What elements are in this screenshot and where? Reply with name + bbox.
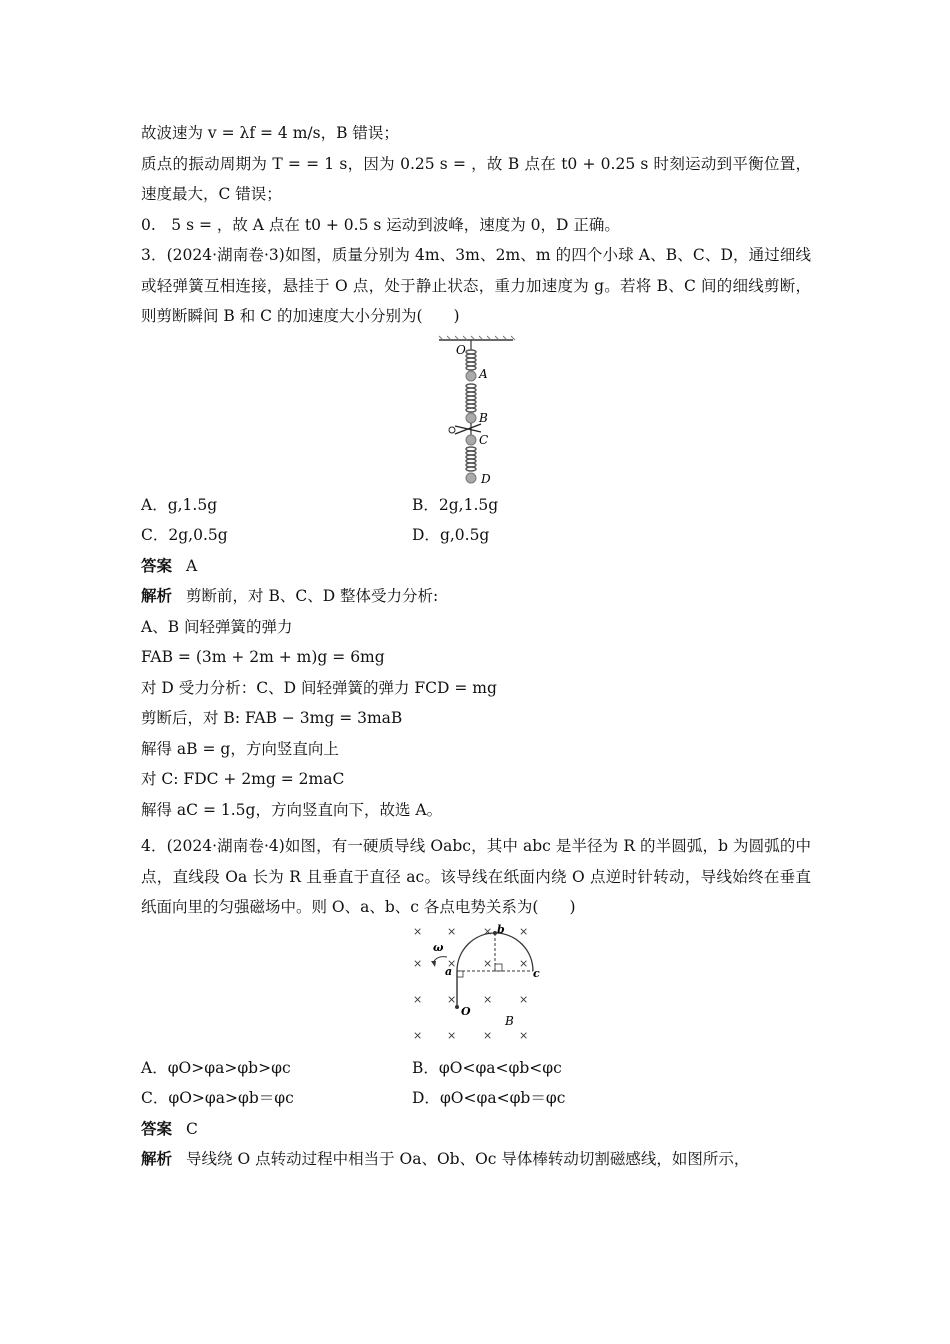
label-C: C	[479, 432, 489, 447]
svg-text:×: ×	[519, 1028, 529, 1042]
svg-text:×: ×	[447, 924, 457, 938]
q3-analysis-line-5: 剪断后，对 B: FAB − 3mg = 3maB	[141, 709, 403, 727]
label-B: B	[479, 410, 488, 425]
q3-options-row-1	[141, 490, 811, 521]
svg-text:×: ×	[447, 1028, 457, 1042]
q3-analysis-line-1: 解析 剪断前，对 B、C、D 整体受力分析:	[141, 586, 439, 605]
q3-analysis-line-3: FAB = (3m + 2m + m)g = 6mg	[141, 648, 385, 666]
q3-option-c: C．2g,0.5g	[141, 526, 228, 544]
svg-text:×: ×	[519, 956, 529, 970]
q4-options-row-2	[141, 1083, 811, 1114]
spring-ball-figure	[437, 336, 517, 486]
svg-text:×: ×	[413, 992, 423, 1006]
scissors-icon	[449, 424, 481, 434]
svg-text:×: ×	[519, 992, 529, 1006]
question-3-stem: 3．(2024·湖南卷·3)如图，质量分别为 4m、3m、2m、m 的四个小球 A、B、C、D，通过细线或轻弹簧互相连接，悬挂于 O 点，处于静止状态，重力加速度为 g。若将 B、C 间的细线剪断，则剪断瞬间 B 和 C 的加速度大小分别为( )	[141, 246, 811, 325]
q3-analysis-line-4: 对 D 受力分析：C、D 间轻弹簧的弹力 FCD = mg	[141, 678, 497, 697]
q4-option-b: B．φO<φa<φb<φc	[412, 1058, 562, 1077]
svg-text:×: ×	[413, 924, 423, 938]
q4-option-a: A．φO>φa>φb>φc	[141, 1058, 291, 1077]
label-B-field: B	[505, 1013, 514, 1028]
q4-option-d: D．φO<φa<φb＝φc	[412, 1089, 566, 1107]
q3-option-a: A．g,1.5g	[141, 495, 218, 514]
label-O: O	[461, 1004, 471, 1018]
label-A: A	[479, 366, 488, 381]
q3-analysis-line-6: 解得 aB = g，方向竖直向上	[141, 739, 339, 758]
q4-option-c: C．φO>φa>φb＝φc	[141, 1089, 294, 1107]
label-c: c	[533, 966, 540, 980]
label-omega: ω	[433, 940, 444, 954]
label-a: a	[445, 964, 453, 978]
q3-analysis-line-7: 对 C: FDC + 2mg = 2maC	[141, 770, 345, 788]
q3-answer: 答案 A	[141, 555, 198, 575]
svg-text:×: ×	[483, 924, 493, 938]
magnetic-field-figure	[409, 922, 540, 1051]
svg-text:×: ×	[447, 956, 457, 970]
prev-solution-line-2: 质点的振动周期为 T = = 1 s，因为 0.25 s = ，故 B 点在 t0 + 0.25 s 时刻运动到平衡位置，速度最大，C 错误；	[141, 154, 811, 203]
q4-answer: 答案 C	[141, 1118, 198, 1138]
q3-analysis-line-2: A、B 间轻弹簧的弹力	[141, 617, 293, 636]
svg-text:×: ×	[483, 1028, 493, 1042]
q3-analysis-line-8: 解得 aC = 1.5g，方向竖直向下，故选 A。	[141, 800, 443, 819]
svg-text:×: ×	[483, 956, 493, 970]
label-b: b	[497, 922, 505, 936]
document-page	[141, 118, 811, 1175]
svg-text:×: ×	[447, 992, 457, 1006]
label-O: O	[456, 342, 466, 357]
svg-text:×: ×	[483, 992, 493, 1006]
q3-options-row-2	[141, 520, 811, 551]
q3-option-b: B．2g,1.5g	[412, 495, 499, 514]
prev-solution-line-3: 0. 5 s = ，故 A 点在 t0 + 0.5 s 运动到波峰，速度为 0，D 正确。	[141, 215, 620, 234]
q3-option-d: D．g,0.5g	[412, 526, 490, 544]
svg-text:×: ×	[413, 956, 423, 970]
prev-solution-line-1: 故波速为 v = λf = 4 m/s，B 错误；	[141, 124, 399, 142]
q4-analysis-line-1: 解析 导线绕 O 点转动过程中相当于 Oa、Ob、Oc 导体棒转动切割磁感线，如图所示，	[141, 1149, 750, 1168]
question-4-stem: 4．(2024·湖南卷·4)如图，有一硬质导线 Oabc，其中 abc 是半径为 R 的半圆弧，b 为圆弧的中点，直线段 Oa 长为 R 且垂直于直径 ac。该导线在纸面内绕 O 点逆时针转动，导线始终在垂直纸面向里的匀强磁场中。则 O、a、b、c 各点电势关系为( )	[141, 837, 811, 916]
svg-text:×: ×	[519, 924, 529, 938]
q4-options-row-1	[141, 1053, 811, 1084]
svg-text:×: ×	[413, 1028, 423, 1042]
label-D: D	[481, 471, 491, 486]
